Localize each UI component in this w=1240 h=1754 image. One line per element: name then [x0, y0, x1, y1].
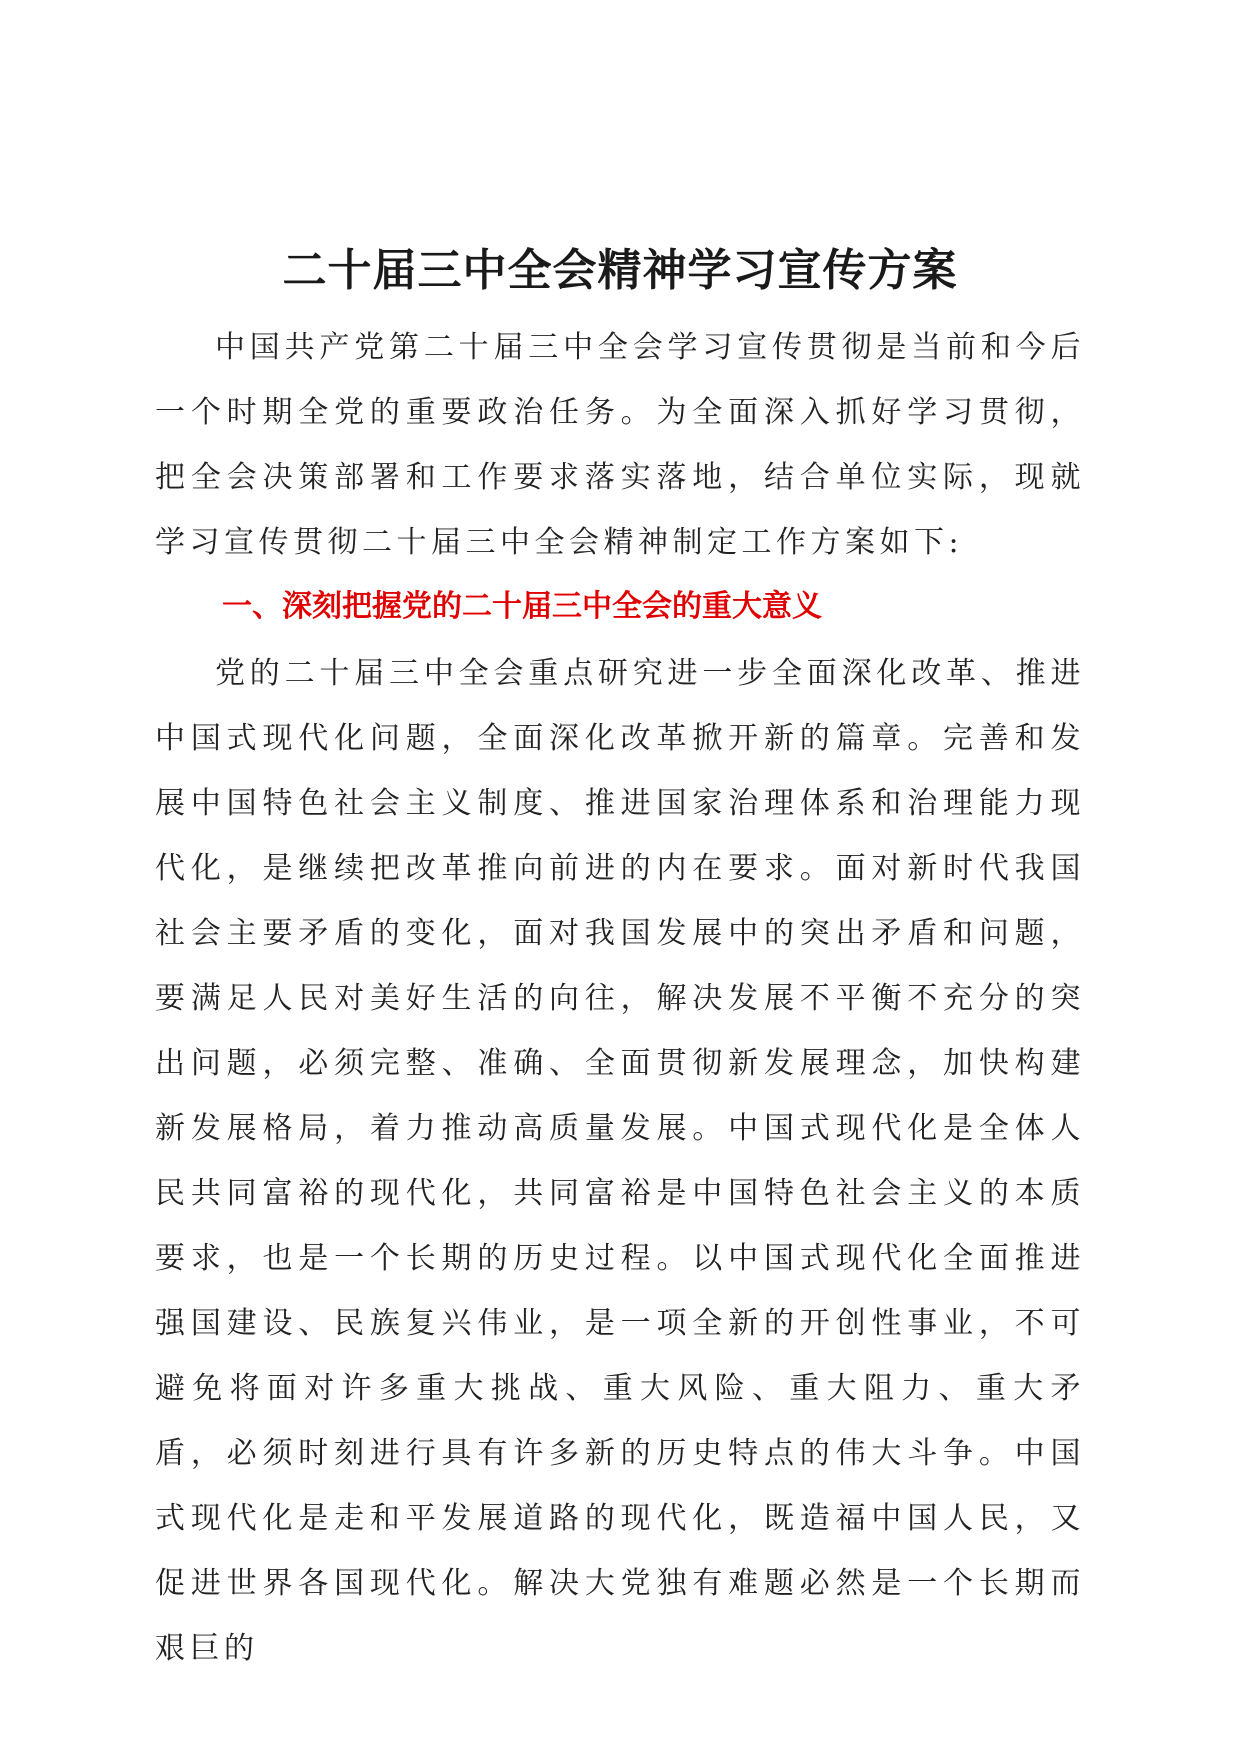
section-1-paragraph: 党的二十届三中全会重点研究进一步全面深化改革、推进中国式现代化问题，全面深化改革掀开新的篇章。完善和发展中国特色社会主义制度、推进国家治理体系和治理能力现代化，是继续把改革推向前进的内在要求。面对新时代我国社会主要矛盾的变化，面对我国发展中的突出矛盾和问题，要满足人民对美好生活的向往，解决发展不平衡不充分的突出问题，必须完整、准确、全面贯彻新发展理念，加快构建新发展格局，着力推动高质量发展。中国式现代化是全体人民共同富裕的现代化，共同富裕是中国特色社会主义的本质要求，也是一个长期的历史过程。以中国式现代化全面推进强国建设、民族复兴伟业，是一项全新的开创性事业，不可避免将面对许多重大挑战、重大风险、重大阻力、重大矛盾，必须时刻进行具有许多新的历史特点的伟大斗争。中国式现代化是走和平发展道路的现代化，既造福中国人民，又促进世界各国现代化。解决大党独有难题必然是一个长期而艰巨的 — [155, 656, 1085, 1666]
section-heading-1: 一、深刻把握党的二十届三中全会的重大意义 — [222, 589, 822, 624]
document-title: 二十届三中全会精神学习宣传方案 — [282, 245, 958, 297]
intro-paragraph: 中国共产党第二十届三中全会学习宣传贯彻是当前和今后一个时期全党的重要政治任务。为全面深入抓好学习贯彻，把全会决策部署和工作要求落实落地，结合单位实际，现就学习宣传贯彻二十届三中全会精神制定工作方案如下: — [155, 330, 1085, 560]
